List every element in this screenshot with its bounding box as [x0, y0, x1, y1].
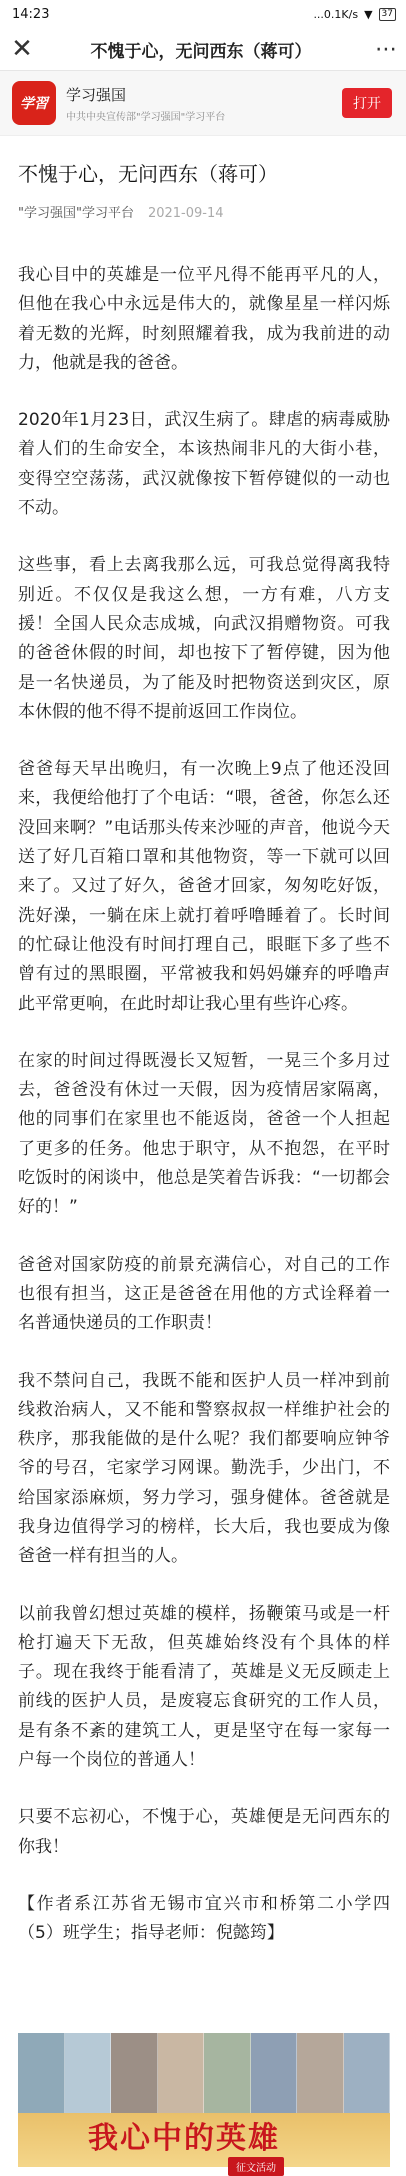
- close-icon[interactable]: ✕: [11, 34, 33, 64]
- app-banner: [0, 71, 406, 136]
- app-description: 中共中央宣传部"学习强国"学习平台: [66, 111, 226, 123]
- article-date: 2021-09-14: [147, 206, 224, 221]
- portrait: [297, 2033, 344, 2113]
- nav-bar: [0, 28, 406, 71]
- portrait: [204, 2033, 251, 2113]
- portrait: [65, 2033, 112, 2113]
- portrait: [158, 2033, 205, 2113]
- article-paragraph: 我心目中的英雄是一位平凡得不能再平凡的人，但他在我心中永远是伟大的，就像星星一样闪烁着无数的光辉，时刻照耀着我，成为我前进的动力，他就是我的爸爸。: [18, 265, 390, 373]
- banner-subtitle: 征文活动: [228, 2157, 284, 2176]
- nav-title: 不愧于心，无问西东（蒋可）: [90, 41, 312, 62]
- article-paragraph: 只要不忘初心，不愧于心，英雄便是无问西东的你我！: [18, 1807, 390, 1857]
- portrait: [111, 2033, 158, 2113]
- article-paragraph: 我不禁问自己，我既不能和医护人员一样冲到前线救治病人，又不能和警察叔叔一样维护社会的秩序，那我能做的是什么呢？我们都要响应钟爷爷的号召，宅家学习网课。勤洗手，少出门，不给国家添麻烦，努力学习，强身健体。爸爸就是我身边值得学习的榜样，长大后，我也要成为像爸爸一样有担当的人。: [18, 1370, 390, 1567]
- open-app-button[interactable]: 打开: [342, 88, 392, 118]
- article: [18, 160, 390, 1977]
- battery-icon: 37: [379, 8, 396, 21]
- article-author-note: 【作者系江苏省无锡市宜兴市和桥第二小学四（5）班学生；指导老师：倪懿筠】: [18, 1893, 390, 1944]
- portrait: [18, 2033, 65, 2113]
- article-paragraph: 2020年1月23日，武汉生病了。肆虐的病毒威胁着人们的生命安全，本该热闹非凡的大街小巷，变得空空荡荡，武汉就像按下暂停键似的一动也不动。: [18, 410, 390, 519]
- article-paragraph: 爸爸每天早出晚归，有一次晚上9点了他还没回来，我便给他打了个电话：“喂，爸爸，你怎么还没回来啊？”电话那头传来沙哑的声音，他说今天送了好几百箱口罩和其他物资，等一下就可以回来了。又过了好久，爸爸才回家，匆匆吃好饭，洗好澡，一躺在床上就打着呼噜睡着了。长时间的忙碌让他没有时间打理自己，眼眶下多了些不曾有过的黑眼圈，平常被我和妈妈嫌弃的呼噜声此平常更响，在此时却让我心里有些许心疼。: [18, 759, 390, 1014]
- article-paragraph: 爸爸对国家防疫的前景充满信心，对自己的工作也很有担当，这正是爸爸在用他的方式诠释着一名普通快递员的工作职责！: [18, 1254, 390, 1334]
- wifi-icon: ▼: [364, 7, 373, 21]
- status-bar: [0, 0, 406, 28]
- article-title: 不愧于心，无问西东（蒋可）: [18, 162, 278, 186]
- app-info: [66, 84, 342, 123]
- article-paragraph: 在家的时间过得既漫长又短暂，一晃三个多月过去，爸爸没有休过一天假，因为疫情居家隔离，他的同事们在家里也不能返岗，爸爸一个人担起了更多的任务。他忠于职守，从不抱怨，在平时吃饭时的闲谈中，他总是笑着告诉我：“一切都会好的！”: [18, 1050, 390, 1218]
- portrait: [251, 2033, 298, 2113]
- banner-title: 我心中的英雄: [88, 2121, 280, 2156]
- status-right: [313, 8, 396, 21]
- banner-portraits: [18, 2033, 390, 2113]
- more-icon[interactable]: ⋯: [375, 36, 397, 62]
- status-time: 14:23: [12, 6, 50, 22]
- network-speed: ...0.1K/s: [313, 7, 359, 21]
- app-logo: 学習: [12, 81, 56, 125]
- article-meta: [18, 202, 390, 221]
- article-paragraph: 以前我曾幻想过英雄的模样，扬鞭策马或是一杆枪打遍天下无敌，但英雄始终没有个具体的样子。现在我终于能看清了，英雄是义无反顾走上前线的医护人员，是废寝忘食研究的工作人员，是有条不紊的建筑工人，更是坚守在每一家每一户每一个岗位的普通人！: [18, 1603, 390, 1771]
- portrait: [344, 2033, 391, 2113]
- app-name: 学习强国: [66, 85, 127, 104]
- article-source[interactable]: "学习强国"学习平台: [18, 206, 134, 221]
- hero-banner-image: [18, 2033, 390, 2174]
- article-paragraph: 这些事，看上去离我那么远，可我总觉得离我特别近。不仅仅是我这么想，一方有难，八方支援！全国人民众志成城，向武汉捐赠物资。可我的爸爸休假的时间，却也按下了暂停键，因为他是一名快递员，为了能及时把物资送到灾区，原本休假的他不得不提前返回工作岗位。: [18, 555, 390, 722]
